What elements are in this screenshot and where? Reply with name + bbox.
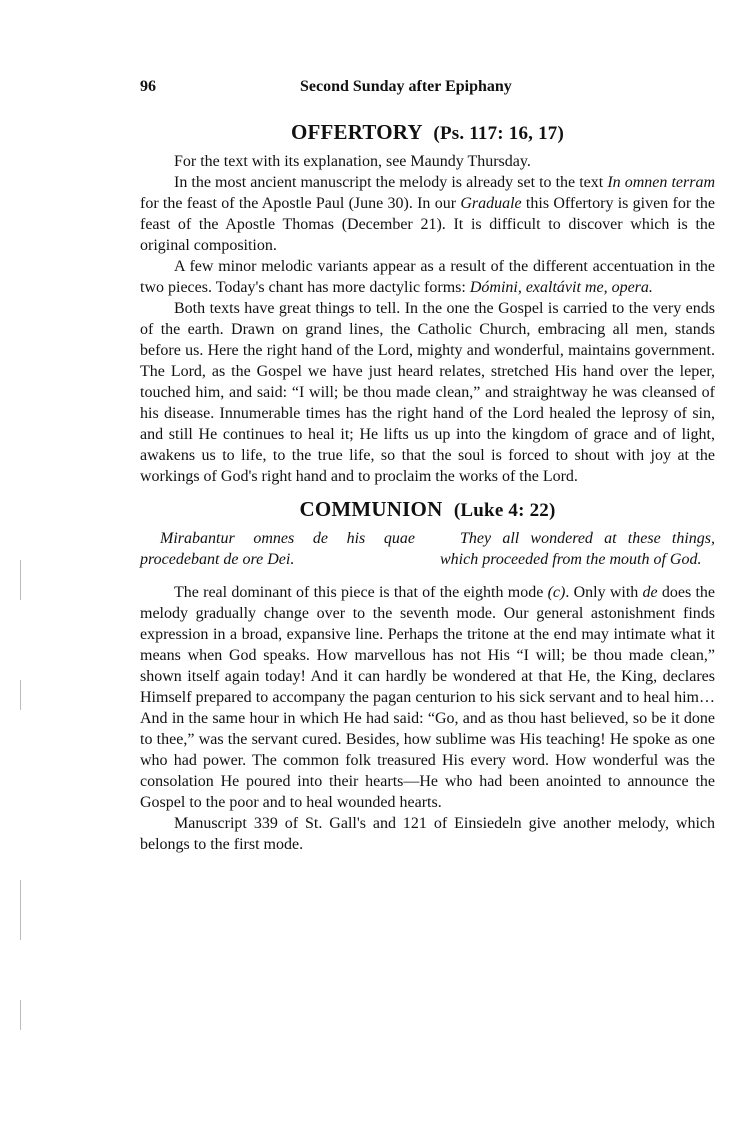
text-run: A few minor melodic variants appear as a result of the different accentuation in the two pieces. Today's chant has more dactylic forms:: [140, 258, 715, 296]
offertory-paragraph-4: Both texts have great things to tell. In the one the Gospel is carried to the very ends of the earth. Drawn on grand lines, the Catholic Church, embracing all men, stands before us. Here the right hand of the Lord, mighty and wonderful, maintains government. The Lord, as the Gospel we have just heard relates, stretched His hand over the leper, touched him, and said: “I will; be thou made clean,” and straightway he was cleansed of his disease. Innumerable times has the right hand of the Lord healed the leprosy of sin, and still He continues to heal it; He lifts us up into the kingdom of grace and of light, awakens us to life, to the true life, so that the soul is forced to shout with joy at the workings of God's right hand and to proclaim the works of the Lord.: [140, 300, 715, 485]
offertory-title: OFFERTORY: [290, 120, 422, 144]
page-number: 96: [140, 78, 156, 95]
italic-title: In omnen terram: [607, 174, 716, 191]
offertory-section: [140, 120, 715, 487]
communion-paragraph-1: [140, 582, 715, 813]
running-title: Second Sunday after Epiphany: [300, 78, 512, 95]
scan-mark: [20, 1000, 21, 1030]
scan-mark: [20, 880, 21, 940]
text-run: In the most ancient manuscript the melody is already set to the text: [174, 174, 608, 191]
offertory-paragraph-2: [140, 172, 715, 256]
offertory-paragraph-3: [140, 256, 715, 298]
communion-paragraph-2: Manuscript 339 of St. Gall's and 121 of Einsiedeln give another melody, which belongs to the first mode.: [140, 815, 715, 853]
communion-section: [140, 497, 715, 855]
communion-heading: [140, 497, 715, 522]
scan-mark: [20, 560, 21, 600]
scan-mark: [20, 680, 21, 710]
latin-text: Mirabantur omnes de his quae procedebant de ore Dei.: [140, 530, 415, 568]
offertory-reference: (Ps. 117: 16, 17): [433, 123, 565, 144]
running-head: [140, 74, 715, 98]
text-run: The real dominant of this piece is that of the eighth mode: [174, 584, 548, 601]
text-run: does the melody gradually change over to the seventh mode. Our general astonishment finds expression in a broad, expansive line. Perhaps the tritone at the end may intimate what it means when God speaks. How marvellous has not His “I will; be thou made clean,” shown itself again today! And it can hardly be wondered at that He, the King, declares Himself prepared to accompany the pagan centurion to his sick servant and to heal him… And in the same hour in which He had said: “Go, and as thou hast believed, so be it done to thee,” was the servant cured. Besides, how sublime was His teaching! He spoke as one who had power. The common folk treasured His every word. How wonderful was the consolation He poured into their hearts—He who had been anointed to announce the Gospel to the poor and to heal wounded hearts.: [140, 584, 716, 811]
italic-word: de: [642, 584, 658, 601]
offertory-paragraph-1: For the text with its explanation, see Maundy Thursday.: [174, 153, 531, 170]
text-run: . Only with: [565, 584, 643, 601]
offertory-heading: [140, 120, 715, 145]
book-page: [140, 74, 715, 855]
communion-reference: (Luke 4: 22): [453, 500, 556, 521]
italic-mode: (c): [547, 584, 566, 601]
italic-latin: Dómini, exaltávit me, opera.: [469, 279, 653, 296]
text-run: for the feast of the Apostle Paul (June 30). In our: [140, 195, 461, 212]
communion-title: COMMUNION: [299, 497, 443, 521]
english-translation: They all wondered at these things, which proceeded from the mouth of God.: [440, 530, 715, 568]
text-run: this Offertory is given for the feast of the Apostle Thomas (December 21). It is difficult to discover which is the original composition.: [140, 195, 715, 254]
communion-text-columns: [140, 528, 715, 570]
italic-title: Graduale: [460, 195, 522, 212]
